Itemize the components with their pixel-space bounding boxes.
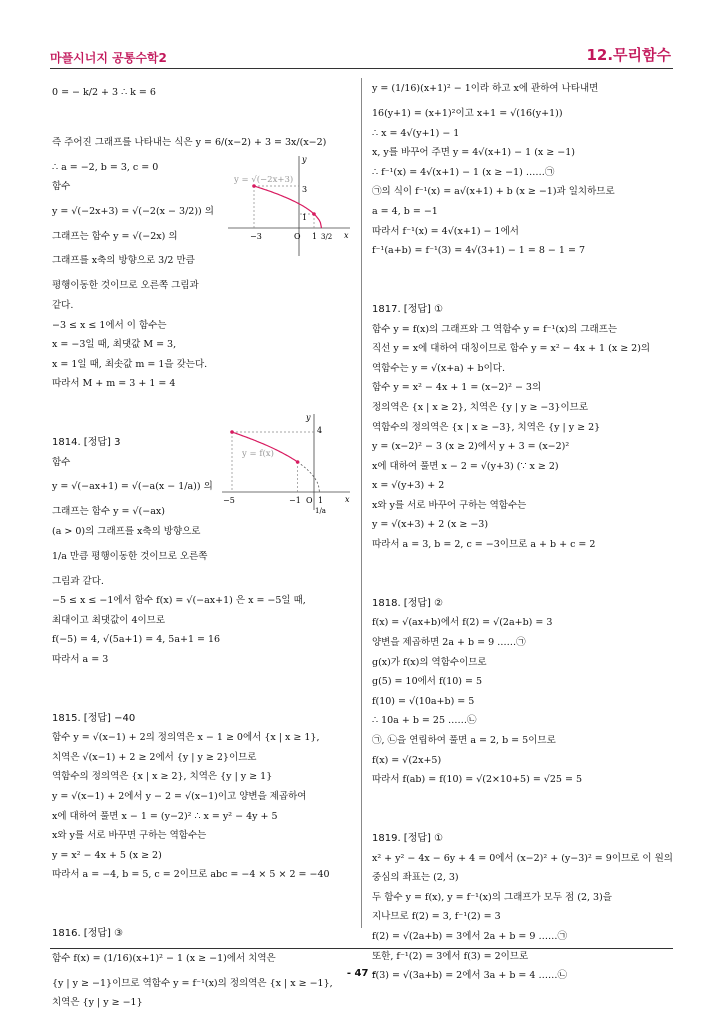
problem-heading: 1817. [정답] ① (372, 303, 444, 315)
endpoint-dot (296, 460, 300, 464)
x-axis-label: x (345, 495, 350, 504)
text-line: 양변을 제곱하면 2a + b = 9 ……㉠ (372, 637, 526, 649)
text-line (52, 669, 352, 689)
text-line: −5 ≤ x ≤ −1에서 함수 f(x) = √(−ax+1) 은 x = −5일 때, (52, 595, 306, 607)
text-line: 직선 y = x에 대하여 대칭이므로 함수 y = x² − 4x + 1 (x ≥ 2)의 (372, 343, 651, 355)
header-rule (50, 68, 673, 69)
page-number: - 47 - (346, 968, 377, 979)
text-line: x와 y를 서로 바꾸면 구하는 역함수는 (52, 830, 207, 842)
text-line: 함수 y = f(x)의 그래프와 그 역함수 y = f⁻¹(x)의 그래프는 (372, 323, 618, 335)
problem-heading: 1815. [정답] −40 (52, 712, 136, 724)
text-line: {y | y ≥ −1}이므로 역함수 y = f⁻¹(x)의 정의역은 {x | x ≥ −1}, (52, 977, 333, 989)
problem-heading: 1818. [정답] ② (372, 597, 444, 609)
text-line: −3 ≤ x ≤ 1에서 이 함수는 (52, 319, 167, 331)
text-line: ∴ a = −2, b = 3, c = 0 (52, 161, 159, 173)
text-line: y = (1/16)(x+1)² − 1이라 하고 x에 관하여 나타내면 (372, 83, 599, 94)
x-tick-label: −5 (223, 496, 235, 505)
problem-heading: 1819. [정답] ① (372, 832, 444, 844)
text-line: f(3) = √(3a+b) = 2에서 3a + b = 4 ……㉡ (372, 970, 567, 982)
text-line: f(x) = √(2x+5) (372, 754, 442, 766)
text-line: f(−5) = 4, √(5a+1) = 4, 5a+1 = 16 (52, 634, 221, 646)
x-tick-label: 1 (318, 496, 324, 505)
x-tick-label: 3/2 (321, 233, 333, 241)
text-line: 즉 주어진 그래프를 나타내는 식은 y = 6/(x−2) + 3 = 3x/(x−2) (52, 136, 327, 148)
text-line: ㉠, ㉡을 연립하여 풀면 a = 2, b = 5이므로 (372, 735, 556, 746)
text-line: ∴ x = 4√(y+1) − 1 (372, 127, 460, 139)
x-tick-label: 1/a (315, 507, 326, 514)
text-line: 그림과 같다. (52, 575, 104, 587)
text-line: f(10) = √(10a+b) = 5 (372, 695, 475, 707)
text-line: 역함수의 정의역은 {x | x ≥ 2}, 치역은 {y | y ≥ 1} (52, 771, 273, 783)
text-line: 그래프는 함수 y = √(−ax) (52, 506, 165, 518)
text-line: 따라서 f(ab) = f(10) = √(2×10+5) = √25 = 5 (372, 774, 582, 786)
text-line: 따라서 a = 3 (52, 653, 109, 665)
text-line: g(x)가 f(x)의 역함수이므로 (372, 656, 487, 668)
text-line: y = (x−2)² − 3 (x ≥ 2)에서 y + 3 = (x−2)² (372, 441, 570, 453)
text-line: 함수 y = x² − 4x + 1 = (x−2)² − 3의 (372, 382, 542, 394)
dashed-extension (298, 462, 320, 492)
graph-1814 (218, 410, 354, 514)
text-line (52, 689, 352, 709)
endpoint-dot (312, 212, 316, 216)
text-line: 역함수는 y = √(x+a) + b이다. (372, 362, 505, 374)
text-line: (a > 0)의 그래프를 x축의 방향으로 (52, 525, 201, 537)
text-line: x = −3일 때, 최댓값 M = 3, (52, 339, 177, 351)
text-line: f(2) = √(2a+b) = 3에서 2a + b = 9 ……㉠ (372, 930, 567, 942)
x-tick-label: 1 (312, 232, 318, 241)
text-line (372, 809, 677, 829)
text-line: y = √(x+3) + 2 (x ≥ −3) (372, 519, 489, 531)
x-axis-label: x (344, 231, 349, 240)
text-line (52, 885, 352, 905)
text-line (372, 280, 677, 300)
text-line: 그래프는 함수 y = √(−2x) 의 (52, 230, 178, 242)
text-line (372, 261, 677, 281)
text-line: 정의역은 {x | x ≥ 2}, 치역은 {y | y ≥ −3}이므로 (372, 401, 589, 413)
text-line: a = 4, b = −1 (372, 205, 438, 217)
text-line: 따라서 f⁻¹(x) = 4√(x+1) − 1에서 (372, 225, 519, 237)
footer-rule (50, 948, 673, 949)
text-line: 함수 (52, 456, 71, 468)
text-line: 그래프를 x축의 방향으로 3/2 만큼 (52, 255, 195, 267)
text-line: x² + y² − 4x − 6y + 4 = 0에서 (x−2)² + (y−3)² = 9이므로 이 원의 (372, 852, 673, 864)
problem-heading: 1814. [정답] 3 (52, 437, 121, 449)
x-tick-label: −1 (289, 496, 301, 505)
chapter-title: 12.무리함수 (586, 46, 671, 64)
text-line: 함수 (52, 181, 71, 193)
text-line: ∴ 10a + b = 25 ……㉡ (372, 715, 477, 727)
curve-label: y = √(−2x+3) (234, 175, 294, 185)
text-line: 최대이고 최댓값이 4이므로 (52, 614, 166, 626)
y-axis-label: y (306, 413, 311, 422)
text-line: 따라서 a = −4, b = 5, c = 2이므로 abc = −4 × 5 × 2 = −40 (52, 869, 330, 881)
origin-label: O (306, 496, 313, 505)
text-line: g(5) = 10에서 f(10) = 5 (372, 676, 483, 688)
text-line: f(x) = √(ax+b)에서 f(2) = √(2a+b) = 3 (372, 617, 553, 629)
origin-label: O (294, 232, 301, 241)
text-line: y = √(−2x+3) = √(−2(x − 3/2)) 의 (52, 205, 214, 217)
text-line: 함수 y = √(x−1) + 2의 정의역은 x − 1 ≥ 0에서 {x | x ≥ 1}, (52, 732, 320, 744)
text-line: 같다. (52, 299, 74, 311)
endpoint-dot (230, 430, 234, 434)
text-line: 지나므로 f(2) = 3, f⁻¹(2) = 3 (372, 911, 501, 923)
problem-heading: 1816. [정답] ③ (52, 928, 124, 940)
text-line: x에 대하여 풀면 x − 2 = √(y+3) (∵ x ≥ 2) (372, 460, 559, 472)
curve-label: y = f(x) (242, 449, 274, 459)
text-line: y = √(−ax+1) = √(−a(x − 1/a)) 의 (52, 481, 213, 493)
text-line: 함수 f(x) = (1/16)(x+1)² − 1 (x ≥ −1)에서 치역은 (52, 952, 276, 964)
text-line (52, 905, 352, 925)
text-line: 1/a 만큼 평행이동한 것이므로 오른쪽 (52, 550, 208, 562)
text-line: 치역은 {y | y ≥ −1} (52, 997, 143, 1009)
text-line: ∴ f⁻¹(x) = 4√(x+1) − 1 (x ≥ −1) ……㉠ (372, 166, 555, 178)
text-line: y = √(x−1) + 2에서 y − 2 = √(x−1)이고 양변을 제곱하여 (52, 791, 307, 803)
text-line: x = 1일 때, 최솟값 m = 1을 갖는다. (52, 358, 208, 370)
text-line: 치역은 √(x−1) + 2 ≥ 2에서 {y | y ≥ 2}이므로 (52, 751, 257, 763)
text-line: 두 함수 y = f(x), y = f⁻¹(x)의 그래프가 모두 점 (2, 3)을 (372, 891, 612, 903)
text-line (372, 790, 677, 810)
text-line: 따라서 a = 3, b = 2, c = −3이므로 a + b + c = 2 (372, 539, 596, 551)
y-tick-label: 4 (317, 426, 323, 435)
function-curve (254, 186, 322, 228)
text-line: x와 y를 서로 바꾸어 구하는 역함수는 (372, 499, 527, 511)
text-line: 0 = − k/2 + 3 ∴ k = 6 (52, 87, 156, 98)
book-title: 마플시너지 공통수학2 (50, 51, 167, 65)
y-tick-label: 1 (302, 213, 308, 222)
text-line: 16(y+1) = (x+1)²이고 x+1 = √(16(y+1)) (372, 108, 563, 119)
text-line: 중심의 좌표는 (2, 3) (372, 872, 459, 884)
x-tick-label: −3 (250, 232, 262, 241)
text-line: y = x² − 4x + 5 (x ≥ 2) (52, 849, 162, 861)
column-divider (361, 78, 362, 928)
text-line: x = √(y+3) + 2 (372, 480, 445, 492)
text-line: 역함수의 정의역은 {x | x ≥ −3}, 치역은 {y | y ≥ 2} (372, 421, 601, 433)
text-line: f⁻¹(a+b) = f⁻¹(3) = 4√(3+1) − 1 = 8 − 1 = 7 (372, 245, 585, 257)
text-line: 평행이동한 것이므로 오른쪽 그림과 (52, 280, 199, 292)
right-column (372, 74, 677, 986)
text-line: ㉠의 식이 f⁻¹(x) = a√(x+1) + b (x ≥ −1)과 일치하므로 (372, 186, 615, 198)
text-line: x, y를 바꾸어 주면 y = 4√(x+1) − 1 (x ≥ −1) (372, 147, 575, 159)
text-line (52, 108, 352, 128)
text-line: 따라서 M + m = 3 + 1 = 4 (52, 378, 176, 390)
text-line: x에 대하여 풀면 x − 1 = (y−2)² ∴ x = y² − 4y + 5 (52, 810, 278, 822)
graph-1813 (222, 152, 354, 260)
y-axis-label: y (302, 155, 307, 164)
y-tick-label: 3 (302, 185, 308, 194)
text-line: 또한, f⁻¹(2) = 3에서 f(3) = 2이므로 (372, 950, 529, 962)
text-line (372, 555, 677, 575)
text-line (372, 574, 677, 594)
